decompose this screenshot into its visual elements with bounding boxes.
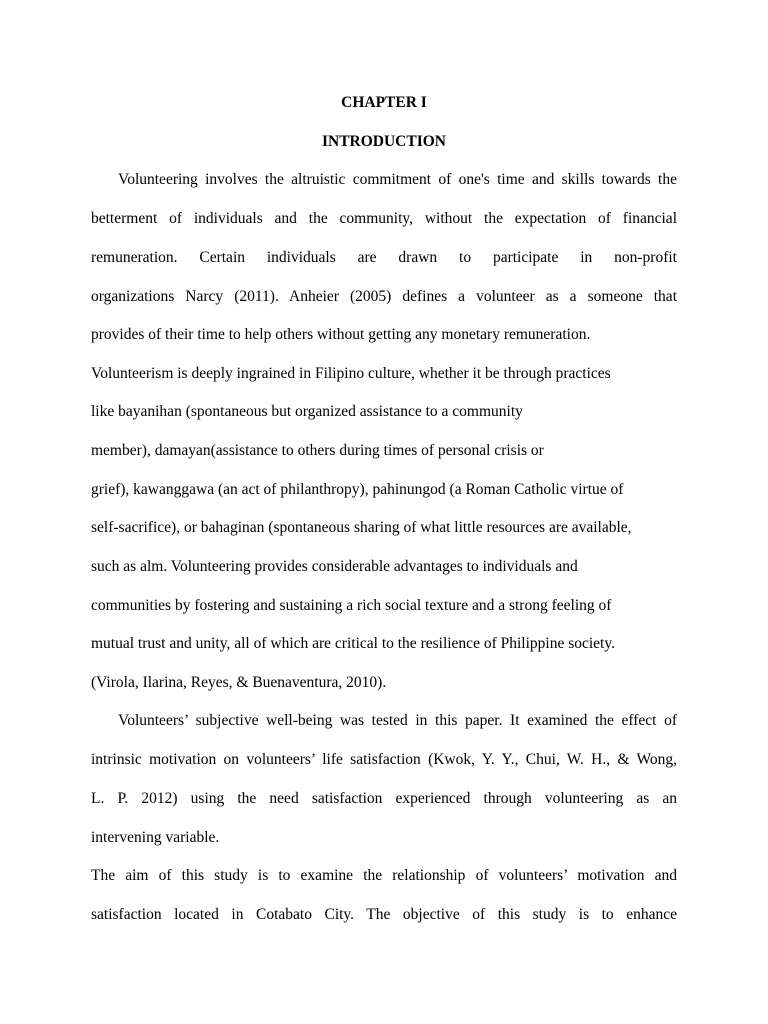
- body-line: self-sacrifice), or bahaginan (spontaneous sharing of what little resources are available,: [91, 519, 632, 536]
- body-line: organizations Narcy (2011). Anheier (2005) defines a volunteer as a someone that: [91, 288, 677, 305]
- body-line: Volunteers’ subjective well-being was tested in this paper. It examined the effect of: [118, 712, 677, 729]
- body-line: communities by fostering and sustaining a rich social texture and a strong feeling of: [91, 597, 612, 614]
- body-line: (Virola, Ilarina, Reyes, & Buenaventura, 2010).: [91, 674, 387, 691]
- body-line: L. P. 2012) using the need satisfaction experienced through volunteering as an: [91, 790, 677, 807]
- body-line: satisfaction located in Cotabato City. The objective of this study is to enhance: [91, 906, 677, 923]
- body-line: betterment of individuals and the community, without the expectation of financial: [91, 210, 677, 227]
- body-line: provides of their time to help others without getting any monetary remuneration.: [91, 326, 591, 343]
- body-line: intrinsic motivation on volunteers’ life satisfaction (Kwok, Y. Y., Chui, W. H., & Wong,: [91, 751, 677, 768]
- body-line: The aim of this study is to examine the relationship of volunteers’ motivation and: [91, 867, 677, 884]
- body-line: like bayanihan (spontaneous but organized assistance to a community: [91, 403, 523, 420]
- body-line: such as alm. Volunteering provides considerable advantages to individuals and: [91, 558, 578, 575]
- body-line: intervening variable.: [91, 829, 220, 846]
- body-line: Volunteerism is deeply ingrained in Filipino culture, whether it be through practices: [91, 365, 611, 382]
- body-line: mutual trust and unity, all of which are critical to the resilience of Philippine society.: [91, 635, 615, 652]
- body-line: member), damayan(assistance to others during times of personal crisis or: [91, 442, 544, 459]
- body-line: Volunteering involves the altruistic commitment of one's time and skills towards the: [118, 171, 677, 188]
- section-title: INTRODUCTION: [321, 133, 446, 150]
- chapter-heading: CHAPTER I: [341, 94, 427, 111]
- body-line: grief), kawanggawa (an act of philanthropy), pahinungod (a Roman Catholic virtue of: [91, 481, 624, 498]
- body-line: remuneration. Certain individuals are drawn to participate in non-profit: [91, 249, 677, 266]
